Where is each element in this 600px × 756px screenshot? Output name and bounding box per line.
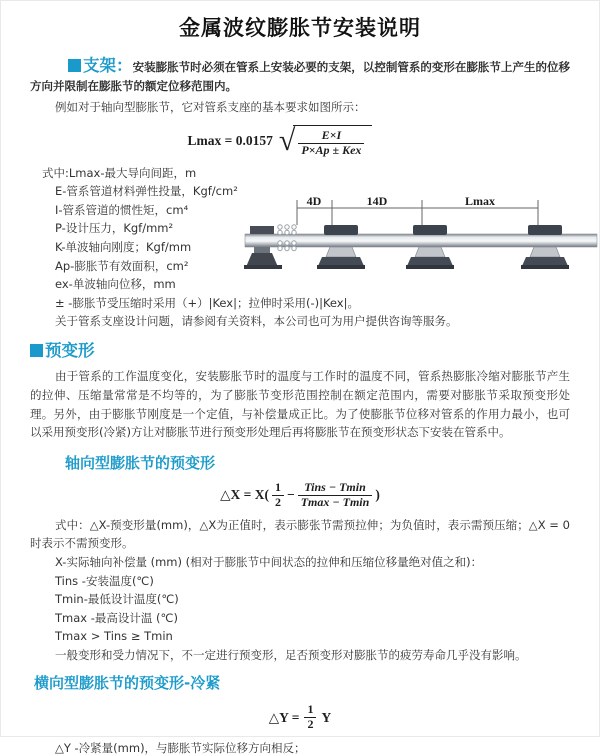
dim-label-14d: 14D <box>366 194 388 208</box>
note-paragraph: 式中：△X-预变形量(mm)，△X为正值时，表示膨张节需预拉伸；为负值时，表示需预压缩；△X = 0时表示不需预变形。 <box>30 517 570 551</box>
note-line: Tmin-最低设计温度(℃) <box>55 592 179 607</box>
anchor-support <box>244 226 282 269</box>
note-line: Tmax > Tins ≥ Tmin <box>55 629 173 644</box>
section-marker-square-icon <box>30 344 43 357</box>
lateral-formula-rhs: Y <box>321 709 332 725</box>
lateral-formula-lhs: △Y = <box>268 709 300 725</box>
fraction-numerator: Tins − Tmin <box>304 480 366 495</box>
fraction-numerator: 1 <box>307 702 314 717</box>
dim-label-4d: 4D <box>306 194 322 208</box>
lmax-fraction-denominator: P×Ap ± Kex <box>298 143 364 158</box>
definition-line: I-管系管道的惯性矩，cm⁴ <box>55 202 189 217</box>
definition-line: E-管系管道材料弹性投量，Kgf/cm² <box>55 184 238 199</box>
definition-line: ex-单波轴向位移，mm <box>55 277 176 292</box>
right-paren: ) <box>375 487 380 503</box>
fraction-denominator: 2 <box>272 495 284 510</box>
definition-line: Ap-膨胀节有效面积，cm² <box>55 258 189 273</box>
axial-subheading: 轴向型膨胀节的预变形 <box>65 454 216 473</box>
lmax-fraction-numerator: E×I <box>321 128 342 142</box>
definition-line: ± -膨胀节受压缩时采用（+）|Kex|；拉伸时采用(-)|Kex|。 <box>55 295 359 310</box>
note-line: X-实际轴向补偿量 (mm) (相对于膨胀节中间状态的拉伸和压缩位移量绝对值之和)： <box>55 554 483 569</box>
one-half-fraction <box>272 481 284 510</box>
fraction-denominator: 2 <box>304 717 316 732</box>
note-line: Tins -安装温度(℃) <box>55 573 154 588</box>
support-example-line: 例如对于轴向型膨胀节，它对管系支座的基本要求如图所示： <box>55 100 366 114</box>
sqrt-sign: √ <box>278 124 296 158</box>
support-section-paragraph <box>30 56 570 96</box>
definition-line: K-单波轴向刚度；Kgf/mm <box>55 239 192 254</box>
sqrt-body <box>293 125 372 158</box>
definition-line: 关于管系支座设计问题，请参阅有关资料，本公司也可为用户提供咨询等服务。 <box>55 314 458 329</box>
predeform-section-heading <box>30 337 570 361</box>
support-intro-text: 安装膨胀节时必须在管系上安装必要的支架，以控制管系的变形在膨胀节上产生的位移方向并限制在膨胀节的额定位移范围内。 <box>30 60 571 93</box>
fraction-numerator: 1 <box>275 480 281 495</box>
temperature-fraction <box>298 481 373 510</box>
predeform-paragraph: 由于管系的工作温度变化，安装膨胀节时的温度与工作时的温度不同，管系热膨胀冷缩对膨胀节产生的拉伸、压缩量常常是不均等的，为了膨胀节变形范围控制在额定范围内，需要对膨胀节采取预变形处理。另外，由于膨胀节刚度是一个定值，与补偿量成正比。为了使膨胀节位移对管系的作用力最小，也可以采用预变形(冷紧)方让对膨胀节进行预变形处理后再将膨胀节在预变形状态下安装在管系中。 <box>30 368 570 440</box>
lateral-note: △Y -冷紧量(mm)，与膨胀节实际位移方向相反； <box>55 741 306 756</box>
dimension-line <box>297 194 538 225</box>
pipe-support-diagram <box>243 196 599 294</box>
lmax-formula-lhs: Lmax = 0.0157 <box>187 133 273 149</box>
axial-formula-lhs: △X = X( <box>220 487 269 503</box>
lateral-formula <box>30 703 570 732</box>
definition-line: P-设计压力，Kgf/mm² <box>55 221 174 236</box>
fraction-denominator: Tmax − Tmin <box>298 495 373 510</box>
note-line: 一般变形和受力情况下，不一定进行预变形，足否预变形对膨胀节的疲劳寿命几乎没有影响。 <box>55 647 527 662</box>
pipe <box>245 234 597 247</box>
lmax-formula <box>30 125 530 158</box>
minus-operator: − <box>287 487 295 503</box>
support-section-label: 支架： <box>83 56 133 75</box>
section-marker-square-icon <box>68 59 81 72</box>
axial-notes <box>30 516 570 665</box>
dim-label-lmax: Lmax <box>465 194 495 208</box>
lmax-fraction <box>298 129 364 158</box>
page-title: 金属波纹膨胀节安装说明 <box>179 16 421 40</box>
axial-formula <box>30 481 570 510</box>
lateral-subheading: 横向型膨胀节的预变形-冷紧 <box>34 674 221 693</box>
predeform-section-label: 预变形 <box>45 340 95 360</box>
definition-line: 式中:Lmax-最大导向间距，m <box>42 165 197 180</box>
note-line: Tmax -最高设计温 (℃) <box>55 610 178 625</box>
one-half-fraction <box>304 703 316 732</box>
